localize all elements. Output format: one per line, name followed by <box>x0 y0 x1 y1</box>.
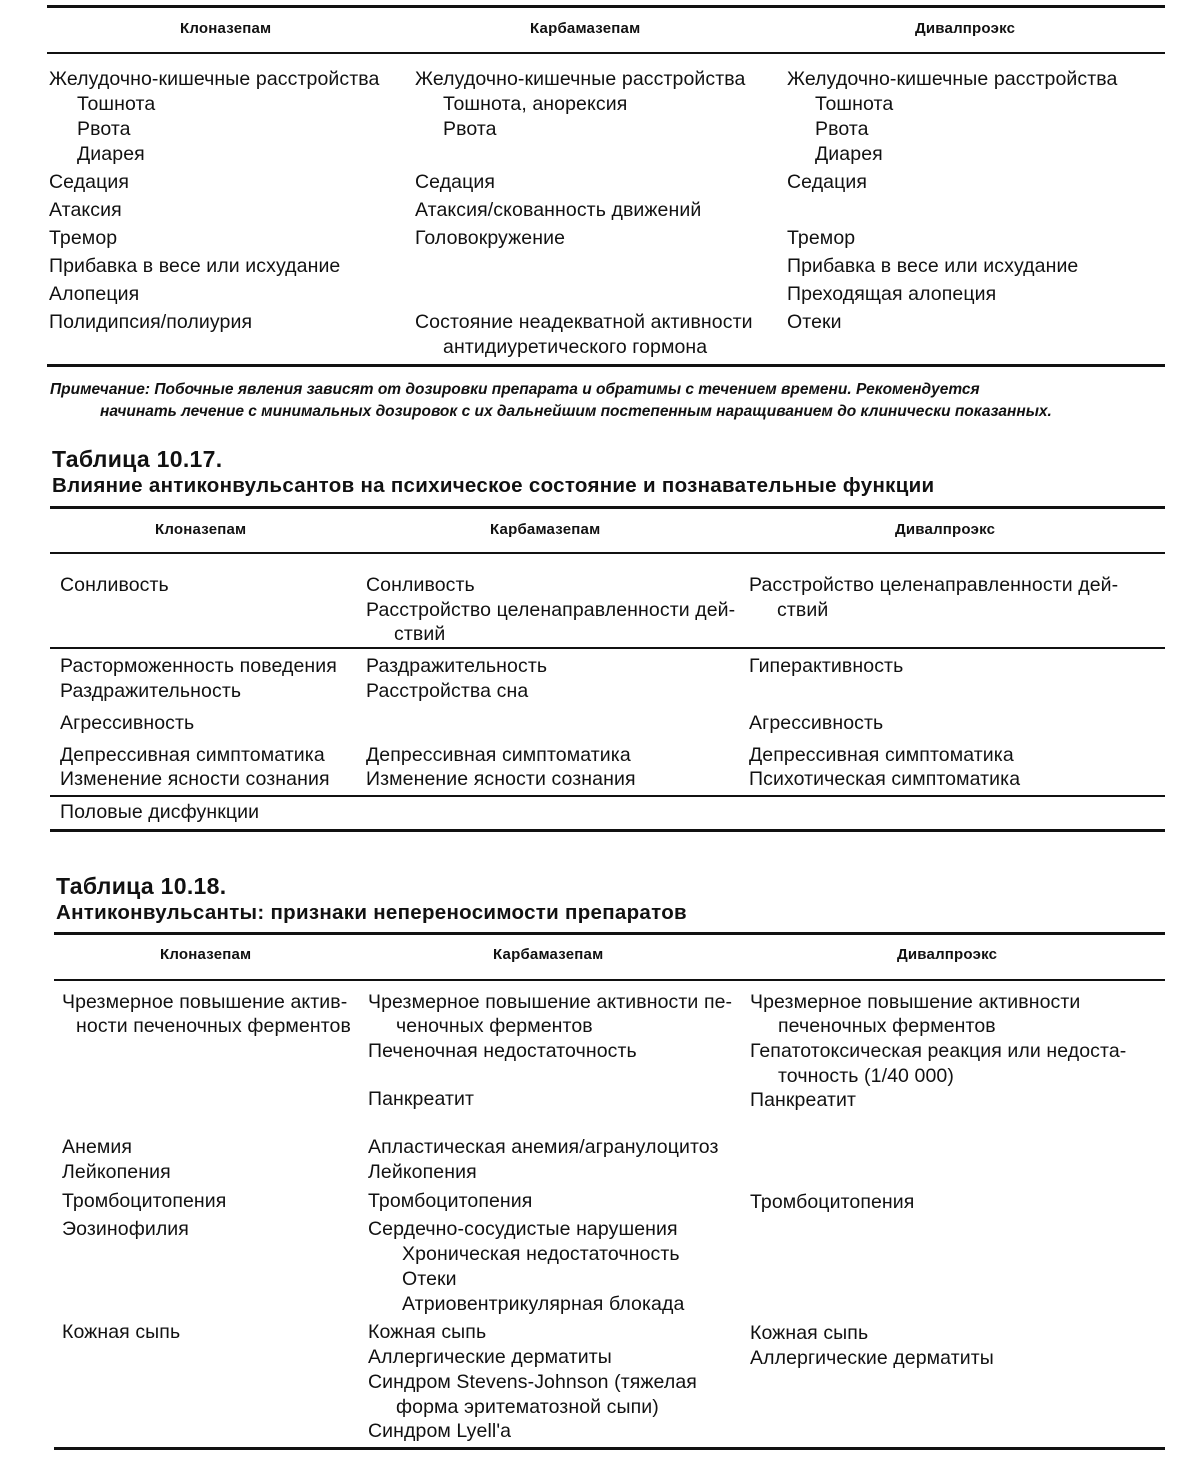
table2-cell: Расторможенность поведения <box>60 655 337 677</box>
table2-bottom-rule <box>50 829 1165 832</box>
table2-cell: Агрессивность <box>749 712 884 734</box>
table3-cell: точность (1/40 000) <box>778 1065 954 1087</box>
table2-header-carbamazepam: Карбамазепам <box>490 521 601 538</box>
table3-cell: Синдром Stevens-Johnson (тяжелая <box>368 1371 697 1393</box>
table2-cell: Расстройство целенаправленности дей- <box>749 574 1119 596</box>
table1-bottom-rule <box>47 364 1165 367</box>
table1-cell: Желудочно-кишечные расстройства <box>415 68 746 90</box>
table3-cell: Гепатотоксическая реакция или недоста- <box>750 1040 1127 1062</box>
table1-cell: Атаксия/скованность движений <box>415 199 702 221</box>
table1-cell: Тошнота <box>815 93 894 115</box>
table2-top-rule <box>50 506 1165 509</box>
table3-cell: Хроническая недостаточность <box>402 1243 680 1265</box>
table1-cell: Диарея <box>77 143 145 165</box>
table3-header-carbamazepam: Карбамазепам <box>493 946 604 963</box>
table1-header-rule <box>47 52 1165 54</box>
table1-cell: Рвота <box>815 118 869 140</box>
table1-cell: Рвота <box>443 118 497 140</box>
table3-cell: Печеночная недостаточность <box>368 1040 637 1062</box>
table3-cell: Атриовентрикулярная блокада <box>402 1293 685 1315</box>
table2-title-number: Таблица 10.17. <box>52 446 223 472</box>
table1-cell: Седация <box>415 171 496 193</box>
table1-cell: Состояние неадекватной активности <box>415 311 753 333</box>
table3-cell: Анемия <box>62 1136 133 1158</box>
table2-cell: Раздражительность <box>366 655 548 677</box>
table3-cell: Чрезмерное повышение активности <box>750 991 1081 1013</box>
table1-cell: Тремор <box>787 227 856 249</box>
table3-cell: Кожная сыпь <box>62 1321 181 1343</box>
table1-cell: Седация <box>787 171 868 193</box>
table1-header-clonazepam: Клоназепам <box>180 20 272 37</box>
table1-cell: Атаксия <box>49 199 122 221</box>
table3-cell: Кожная сыпь <box>750 1322 869 1344</box>
table2-cell: Депрессивная симптоматика <box>366 744 631 766</box>
table1-cell: Полидипсия/полиурия <box>49 311 253 333</box>
table1-cell: Прибавка в весе или исхудание <box>787 255 1079 277</box>
table1-cell: Преходящая алопеция <box>787 283 997 305</box>
table2-cell: Гиперактивность <box>749 655 904 677</box>
table2-header-clonazepam: Клоназепам <box>155 521 247 538</box>
table3-cell: Лейкопения <box>62 1161 171 1183</box>
table1-cell: антидиуретического гормона <box>443 336 708 358</box>
table2-cell: Расстройство целенаправленности дей- <box>366 599 736 621</box>
table2-cell: Агрессивность <box>60 712 195 734</box>
table3-header-rule <box>54 979 1165 981</box>
table3-cell: Панкреатит <box>750 1089 857 1111</box>
table2-cell: ствий <box>394 623 446 645</box>
table3-title-number: Таблица 10.18. <box>56 873 227 899</box>
table3-top-rule <box>54 932 1165 935</box>
table3-cell: Синдром Lyell'a <box>368 1420 512 1442</box>
table3-cell: Апластическая анемия/агранулоцитоз <box>368 1136 719 1158</box>
table3-cell: Тромбоцитопения <box>750 1191 915 1213</box>
table2-cell: ствий <box>777 599 829 621</box>
table3-cell: Кожная сыпь <box>368 1321 487 1343</box>
table3-cell: форма эритематозной сыпи) <box>396 1396 659 1418</box>
table3-title-text: Антиконвульсанты: признаки непереносимости препаратов <box>56 901 687 924</box>
table3-cell: ченочных ферментов <box>396 1015 593 1037</box>
table1-cell: Алопеция <box>49 283 140 305</box>
table2-header-rule <box>50 552 1165 554</box>
table3-header-clonazepam: Клоназепам <box>160 946 252 963</box>
table1-cell: Тремор <box>49 227 118 249</box>
table2-cell: Изменение ясности сознания <box>60 768 330 790</box>
table2-header-divalproex: Дивалпроэкс <box>895 521 996 538</box>
table3-cell: Аллергические дерматиты <box>750 1347 994 1369</box>
table1-cell: Желудочно-кишечные расстройства <box>49 68 380 90</box>
table1-cell: Рвота <box>77 118 131 140</box>
table2-cell: Изменение ясности сознания <box>366 768 636 790</box>
table3-cell: Отеки <box>402 1268 457 1290</box>
table1-header-divalproex: Дивалпроэкс <box>915 20 1016 37</box>
footnote-line-1: Примечание: Побочные явления зависят от дозировки препарата и обратимы с течением времени. Рекомендуется <box>50 381 980 398</box>
table1-cell: Тошнота <box>77 93 156 115</box>
table2-cell: Депрессивная симптоматика <box>60 744 325 766</box>
table3-header-divalproex: Дивалпроэкс <box>897 946 998 963</box>
table2-row-rule <box>50 795 1165 797</box>
table1-cell: Прибавка в весе или исхудание <box>49 255 341 277</box>
table2-cell: Расстройства сна <box>366 680 529 702</box>
table3-cell: Лейкопения <box>368 1161 477 1183</box>
table3-cell: Тромбоцитопения <box>368 1190 533 1212</box>
table3-cell: Сердечно-сосудистые нарушения <box>368 1218 678 1240</box>
table3-cell: Тромбоцитопения <box>62 1190 227 1212</box>
table3-cell: Чрезмерное повышение актив- <box>62 991 348 1013</box>
table2-cell: Депрессивная симптоматика <box>749 744 1014 766</box>
table1-cell: Седация <box>49 171 130 193</box>
table2-cell: Психотическая симптоматика <box>749 768 1021 790</box>
table2-row-rule <box>50 647 1165 649</box>
table3-cell: Аллергические дерматиты <box>368 1346 612 1368</box>
table3-bottom-rule <box>54 1447 1165 1450</box>
table1-top-rule <box>47 5 1165 8</box>
table1-cell: Отеки <box>787 311 842 333</box>
table2-cell: Сонливость <box>60 574 169 596</box>
table2-title-text: Влияние антиконвульсантов на психическое состояние и познавательные функции <box>52 474 935 497</box>
table3-cell: Панкреатит <box>368 1088 475 1110</box>
table1-cell: Головокружение <box>415 227 566 249</box>
table1-footnote <box>50 379 1165 423</box>
table2-cell: Раздражительность <box>60 680 242 702</box>
table1-cell: Тошнота, анорексия <box>443 93 628 115</box>
table2-cell: Сонливость <box>366 574 475 596</box>
table3-cell: Эозинофилия <box>62 1218 189 1240</box>
table3-cell: Чрезмерное повышение активности пе- <box>368 991 733 1013</box>
table3-cell: ности печеночных ферментов <box>76 1015 351 1037</box>
footnote-line-2: начинать лечение с минимальных дозировок с их дальнейшим постепенным наращиванием до клинически показанных. <box>100 403 1052 420</box>
table1-cell: Желудочно-кишечные расстройства <box>787 68 1118 90</box>
table1-cell: Диарея <box>815 143 883 165</box>
table3-title <box>56 872 687 926</box>
table1-header-carbamazepam: Карбамазепам <box>530 20 641 37</box>
table3-cell: печеночных ферментов <box>778 1015 996 1037</box>
table2-cell: Половые дисфункции <box>60 801 260 823</box>
table2-title <box>52 445 934 499</box>
